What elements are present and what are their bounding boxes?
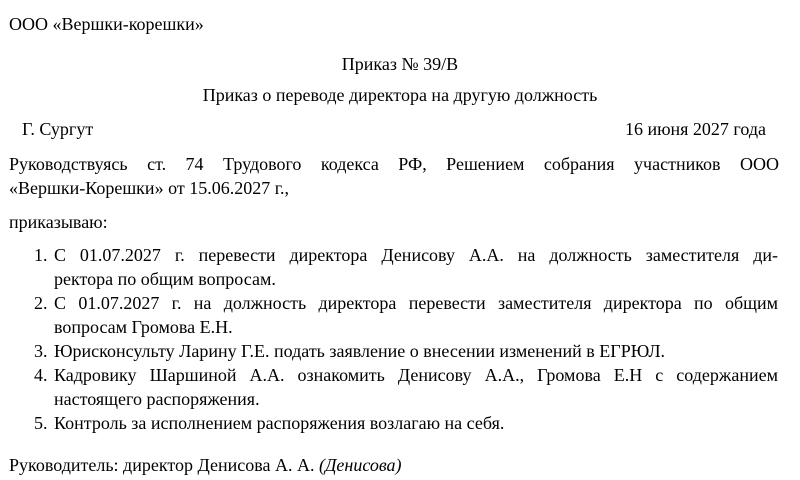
list-item-line: вопросам Громова Е.Н. bbox=[54, 317, 233, 337]
list-item-text bbox=[54, 291, 778, 339]
order-date: 16 июня 2027 года bbox=[624, 119, 766, 139]
list-item-line: С 01.07.2027 г. на должность директора перевести заместителя директора по общим bbox=[54, 293, 778, 313]
list-item bbox=[0, 291, 800, 339]
order-basis bbox=[9, 152, 779, 200]
signature-line bbox=[9, 454, 402, 476]
list-item-number: 4. bbox=[34, 365, 48, 385]
list-item bbox=[0, 243, 800, 291]
order-number: Приказ № 39/В bbox=[341, 54, 459, 74]
list-item bbox=[0, 339, 800, 363]
list-item-line: ректора по общим вопросам. bbox=[54, 269, 276, 289]
order-items-list bbox=[0, 243, 800, 435]
signature-name: (Денисова) bbox=[318, 455, 402, 475]
order-directive-word: приказываю: bbox=[9, 212, 108, 232]
order-basis-line-2: «Вершки-Корешки» от 15.06.2027 г., bbox=[9, 178, 290, 198]
list-item-number: 3. bbox=[34, 341, 48, 361]
list-item bbox=[0, 411, 800, 435]
list-item-text bbox=[54, 363, 778, 411]
list-item-line: Контроль за исполнением распоряжения возлагаю на себя. bbox=[54, 413, 505, 433]
list-item-line: Кадровику Шаршиной А.А. ознакомить Денисову А.А., Громова Е.Н с содержанием bbox=[54, 365, 778, 385]
list-item-text bbox=[54, 411, 778, 435]
list-item-number: 1. bbox=[34, 245, 48, 265]
list-item bbox=[0, 363, 800, 411]
list-item-number: 5. bbox=[34, 413, 48, 433]
order-city: Г. Сургут bbox=[22, 119, 94, 139]
list-item-line: Юрисконсульту Ларину Г.Е. подать заявление о внесении изменений в ЕГРЮЛ. bbox=[54, 341, 666, 361]
list-item-text bbox=[54, 339, 778, 363]
list-item-line: С 01.07.2027 г. перевести директора Денисову А.А. на должность заместителя ди- bbox=[54, 245, 778, 265]
organization-name: ООО «Вершки-корешки» bbox=[9, 14, 204, 34]
list-item-number: 2. bbox=[34, 293, 48, 313]
signature-label: Руководитель: директор Денисова А. А. bbox=[9, 455, 315, 475]
list-item-text bbox=[54, 243, 778, 291]
order-basis-line-1: Руководствуясь ст. 74 Трудового кодекса РФ, Решением собрания участников ООО bbox=[9, 154, 779, 174]
list-item-line: настоящего распоряжения. bbox=[54, 389, 260, 409]
order-title: Приказ о переводе директора на другую должность bbox=[202, 85, 598, 105]
